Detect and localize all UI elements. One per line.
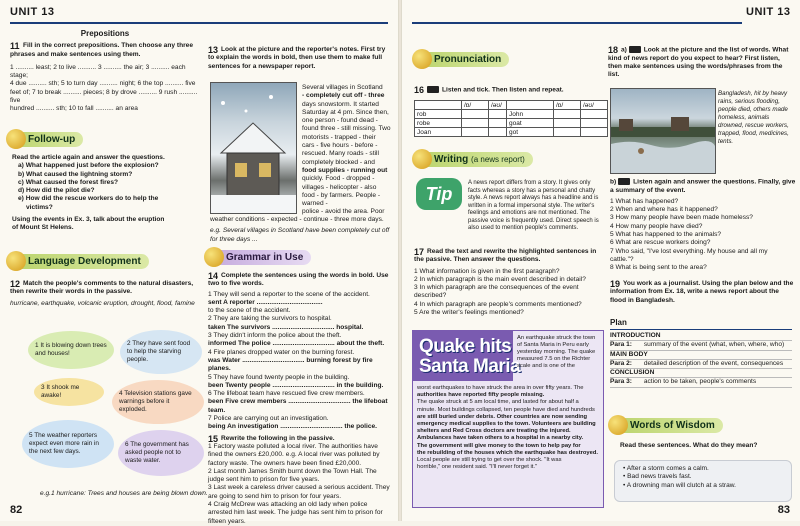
grammar-line: informed The police .................................. about the theft. xyxy=(208,340,385,348)
exercise-number: 19 xyxy=(610,279,621,289)
ex15-line: 4 Craig McDrew was attacking an old lady when police xyxy=(208,501,368,509)
question: c) What caused the forest fires? xyxy=(18,178,119,186)
pronunciation-instruction-row xyxy=(414,86,594,95)
pronunciation-title: Pronunciation xyxy=(434,54,502,65)
question: e) How did the rescue workers do to help the xyxy=(18,195,159,203)
page-number: 82 xyxy=(10,504,23,516)
note-line: days snowstorm. It started xyxy=(302,100,379,108)
article-body xyxy=(417,385,601,471)
grammar-line: being An investigation .................................. the police. xyxy=(208,423,378,431)
language-section xyxy=(10,280,200,308)
grammar-line: taken The survivors .................................. hospital. xyxy=(208,323,364,331)
grammar-line: been Twenty people .................................. in the building. xyxy=(208,381,384,389)
grammar-line: 5 They have found twenty people in the building. xyxy=(208,373,350,381)
note-line: completely blocked - and xyxy=(302,158,375,166)
writing-banner xyxy=(414,152,533,167)
plan-para-label: Para 1: xyxy=(610,341,632,349)
ex17-questions xyxy=(414,268,600,318)
followup-section xyxy=(12,154,202,233)
wisdom-box xyxy=(614,460,792,502)
speech-bubble: 3 It shook me awake! xyxy=(34,378,104,406)
question: a) What happened just before the explosion? xyxy=(18,162,159,170)
article-line: The government will give money to the town to help pay for xyxy=(417,442,581,449)
cassette-icon xyxy=(618,178,630,185)
wisdom-instruction: Read these sentences. What do they mean? xyxy=(620,442,758,449)
speech-bubble: 5 The weather reporters expect even more rain in the next few days. xyxy=(22,420,114,468)
ex13-example: e.g. Several villages in Scotland have been completely cut off for three days ... xyxy=(210,227,390,243)
tick-cell[interactable] xyxy=(462,128,489,137)
exercise-number: 15 xyxy=(208,433,219,444)
note-line: quickly. Food - dropped - xyxy=(302,175,375,183)
grammar-banner xyxy=(206,250,311,265)
ex18-instruction-b: Listen again and answer the questions. Finally, give a summary of the event. xyxy=(610,178,796,194)
ex15-line: fifteen years. xyxy=(208,517,246,525)
note-line: food - by farmers. People - warned - xyxy=(302,191,381,208)
plan-heading: CONCLUSION xyxy=(610,369,792,378)
reporter-notes xyxy=(302,84,394,217)
table-header: /ɒ/ xyxy=(462,101,489,110)
note-line: - completely cut off - three xyxy=(302,92,385,100)
grammar-items xyxy=(208,291,394,432)
wisdom-banner xyxy=(610,418,723,433)
note-line: rescued. Many roads - still xyxy=(302,150,379,158)
tick-cell[interactable] xyxy=(554,110,581,119)
note-line: Saturday at 4 pm. Since then, xyxy=(302,108,389,116)
note-line: police - avoid the area. Poor xyxy=(302,208,385,216)
note-line: cars - five hours - before - xyxy=(302,142,378,150)
table-word: goat xyxy=(507,119,554,128)
question: 4 How many people have died? xyxy=(610,222,703,230)
cassette-icon xyxy=(629,46,641,53)
ex15-instruction: Rewrite the following in the passive. xyxy=(221,434,335,442)
language-instruction: Match the people's comments to the natural disasters, then rewrite their words in the passive. xyxy=(10,280,194,296)
flood-photo xyxy=(610,88,716,174)
table-header: /ɒ/ xyxy=(554,101,581,110)
question: 7 Who said, "I've lost everything. My house and all my xyxy=(610,247,768,255)
exercise-number: 12 xyxy=(10,279,21,289)
prepositions-section xyxy=(10,30,200,114)
speech-bubble: 2 They have sent food to help the starving people. xyxy=(120,330,202,374)
pronunciation-instruction: Listen and tick. Then listen and repeat. xyxy=(442,86,564,94)
question: 3 How many people have been made homeless? xyxy=(610,214,753,222)
grammar-title: Grammar in Use xyxy=(226,252,304,263)
question: 3 In which paragraph are the consequences of the event xyxy=(414,284,579,292)
tick-cell[interactable] xyxy=(581,119,608,128)
note-line: weather conditions - expected - continue - three more days. xyxy=(210,216,384,223)
plan-rows xyxy=(610,332,792,388)
wisdom-item: • After a storm comes a calm. xyxy=(623,465,709,472)
grammar-line: 4 Fire planes dropped water on the burning forest. xyxy=(208,348,355,356)
ex17-instruction: Read the text and rewrite the highlighted sentences in the passive. Then answer the questions. xyxy=(414,248,597,264)
ex18-part-b-label: b) xyxy=(610,178,617,186)
exercise-number: 17 xyxy=(414,247,425,257)
unit-label: UNIT 13 xyxy=(746,6,791,18)
grammar-line: was Water .................................. burning forest by fire planes. xyxy=(208,356,373,373)
grammar-line: to the scene of the accident. xyxy=(208,307,291,315)
note-line: food supplies - running out xyxy=(302,166,388,174)
ex15-line: 2 Last month James Smith burnt down the Town Hall. The xyxy=(208,467,377,475)
speech-bubble: 6 The government has asked people not to waste water. xyxy=(118,430,204,476)
ex15-line: judge sent him to prison for five years. xyxy=(208,476,320,484)
table-word: rob xyxy=(415,110,462,119)
writing-subtitle: (a news report) xyxy=(471,155,525,164)
table-header xyxy=(415,101,462,110)
header-rule xyxy=(412,22,742,24)
table-header: /əʊ/ xyxy=(489,101,516,110)
ex13-section xyxy=(208,46,390,71)
ex19-instruction: You work as a journalist. Using the plan below and the information from Ex. 18, write a news report about the flood in Bangladesh. xyxy=(610,280,794,304)
followup-bullet: of Mount St Helens. xyxy=(12,224,74,232)
plan-heading: INTRODUCTION xyxy=(610,332,792,341)
question: victims? xyxy=(26,203,53,211)
question: b) What caused the lightning storm? xyxy=(18,170,133,178)
wisdom-item: • A drowning man will clutch at a straw. xyxy=(623,481,736,489)
language-title: Language Development xyxy=(28,256,141,267)
prepositions-line: feet of; 7 to break .......... pieces; 8 by drove .......... 9 rush .......... five xyxy=(10,88,198,105)
plan-para-text: summary of the event (what, when, where, who) xyxy=(643,341,785,349)
ex18-questions xyxy=(610,198,796,273)
ex19-section xyxy=(610,280,796,305)
wisdom-text: A drowning man will clutch at a straw. xyxy=(626,481,736,489)
article-line: authorities have reported fifty people missing. xyxy=(417,392,545,399)
prepositions-title: Prepositions xyxy=(80,29,130,38)
right-page xyxy=(402,0,800,521)
exercise-number: 16 xyxy=(414,85,425,95)
tick-cell[interactable] xyxy=(581,128,608,137)
article-line: are still buried under debris. Other countries are now sending xyxy=(417,413,588,420)
wisdom-title: Words of Wisdom xyxy=(630,420,715,431)
question: 1 What has happened? xyxy=(610,197,679,205)
table-header: /əʊ/ xyxy=(581,101,608,110)
ball-icon xyxy=(204,247,224,267)
grammar-line: been Five crew members .................................. the lifeboat team. xyxy=(208,398,388,414)
grammar-section xyxy=(208,272,394,526)
headline: Santa Maria xyxy=(419,356,521,377)
grammar-line: 1 They will send a reporter to the scene of the accident. xyxy=(208,290,370,298)
table-word: got xyxy=(507,128,554,137)
note-line: villages - helicopter - also xyxy=(302,183,377,191)
ex17-section xyxy=(414,248,600,317)
header-rule xyxy=(10,22,388,24)
plan-para-text: detailed description of the event, consequences xyxy=(643,359,784,367)
grammar-line: sent A reporter .................................... xyxy=(208,298,323,306)
followup-bullet: Read the article again and answer the questions. xyxy=(12,154,165,161)
plan-box xyxy=(610,318,792,402)
ex18-part-a: a) xyxy=(621,46,627,54)
article-line: horrible," one resident said. "I'll never forget it." xyxy=(417,464,538,471)
table-word: John xyxy=(507,110,554,119)
grammar-line: 2 They are taking the survivors to hospital. xyxy=(208,315,332,323)
headline: Quake hits xyxy=(419,336,512,357)
wisdom-list xyxy=(623,465,783,490)
article-line: the rebuilding of the houses which the earthquake has destroyed. xyxy=(417,449,599,456)
exercise-number: 14 xyxy=(208,271,219,281)
question: described? xyxy=(414,292,447,300)
question: 2 In which paragraph is the main event described in detail? xyxy=(414,275,586,283)
grammar-line: 6 The lifeboat team have rescued five crew members. xyxy=(208,390,365,398)
speech-bubble: 4 Television stations gave warnings before it exploded. xyxy=(112,380,204,424)
tick-cell[interactable] xyxy=(554,119,581,128)
page-number: 83 xyxy=(777,504,790,516)
tick-cell[interactable] xyxy=(554,128,581,137)
cassette-icon xyxy=(427,86,439,93)
prepositions-line: 1 .......... least; 2 to live .......... 3 .......... the air; 3 .......... each stage; xyxy=(10,63,186,80)
question: cattle."? xyxy=(610,255,634,263)
exercise-number: 11 xyxy=(10,41,20,52)
tick-cell[interactable] xyxy=(581,110,608,119)
pronunciation-table-1 xyxy=(414,100,516,137)
grammar-line: 7 Police are carrying out an investigation. xyxy=(208,415,329,423)
ball-icon xyxy=(608,415,628,435)
ex13-footer xyxy=(210,216,394,244)
article-lead: An earthquake struck the town of Santa Maria in Peru early yesterday morning. The quake measured 7.5 on the Richter scale and is one of the xyxy=(517,335,596,369)
ex13-instruction: Look at the picture and the reporter's notes. First try to explain the words in bold, then use them to make full sentences for a newspaper report. xyxy=(208,46,386,70)
grammar-line: 3 They didn't inform the police about the theft. xyxy=(208,332,342,340)
plan-heading: MAIN BODY xyxy=(610,351,792,360)
prepositions-line: 4 due .......... sth; 5 to turn day .......... night; 6 the top .......... five xyxy=(10,80,196,88)
snow-house-illustration xyxy=(211,83,296,213)
left-page xyxy=(0,0,398,525)
ball-icon xyxy=(412,149,432,169)
ex18-instruction: Look at the picture and the list of words. What kind of news report do you expect to hear? First listen, then make sentences using the words/phrases from the list. xyxy=(608,46,789,79)
language-example: e.g.1 hurricane: Trees and houses are being blown down. xyxy=(40,490,208,497)
note-line: one person - found dead - xyxy=(302,117,378,125)
news-article xyxy=(412,330,604,508)
ex15-items xyxy=(208,443,394,526)
plan-para-text: action to be taken, people's comments xyxy=(643,378,757,386)
pronunciation-banner xyxy=(414,52,509,67)
exercise-number: 18 xyxy=(608,45,619,55)
pronunciation-table-2 xyxy=(506,100,608,137)
article-line: emergency medical supplies to the town. Volunteers are building xyxy=(417,421,596,428)
wisdom-text: Bad news travels fast. xyxy=(627,473,692,481)
question: 5 Are the writer's feelings mentioned? xyxy=(414,309,524,317)
article-line: worst earthquakes to have struck the area in over fifty years. The xyxy=(417,385,584,391)
exercise-number: 13 xyxy=(208,45,219,55)
question: 5 What has happened to the animals? xyxy=(610,231,722,239)
note-line: Several villages in Scotland xyxy=(302,84,383,91)
article-line: Local people are still trying to get over the shock. "It was xyxy=(417,457,562,464)
question: 8 What is being sent to the area? xyxy=(610,264,707,272)
table-header xyxy=(507,101,554,110)
question: 6 What are rescue workers doing? xyxy=(610,239,711,247)
question: 4 In which paragraph are people's comments mentioned? xyxy=(414,300,582,308)
tip-text: A news report differs from a story. It gives only facts whereas a story has a personal and chatty style. A news report always has a headline and is written in a formal impersonal style. The writer's feelings and emotions are not mentioned. The passive voice is frequently used. Direct speech is also used to mention people's comments. xyxy=(468,180,599,231)
ball-icon xyxy=(412,49,432,69)
article-line: minute. Most buildings collapsed, ten people have died and hundreds xyxy=(417,406,595,413)
grammar-instruction: Complete the sentences using the words in bold. Use two to five words. xyxy=(208,272,389,288)
table-word: robe xyxy=(415,119,462,128)
plan-para-label: Para 3: xyxy=(610,378,632,386)
article-line: The quake struck at 5 am local time, and lasted for about half a xyxy=(417,399,579,406)
followup-title: Follow-up xyxy=(28,134,76,145)
tip-badge: Tip xyxy=(416,178,462,210)
ex15-line: are going to send him to prison for four years. xyxy=(208,492,342,500)
prepositions-line: hundred .......... sth; 10 to fall .......... an area xyxy=(10,105,138,113)
followup-banner xyxy=(8,132,83,147)
ex18-section xyxy=(608,46,794,79)
plan-para-label: Para 2: xyxy=(610,359,632,367)
language-banner xyxy=(8,254,149,269)
followup-bullet: Using the events in Ex. 3, talk about the eruption xyxy=(12,216,165,224)
ex15-line: 1 Factory waste polluted a local river. The authorities have xyxy=(208,442,378,450)
speech-bubble: 1 It is blowing down trees and houses! xyxy=(28,331,114,369)
question: 1 What information is given in the first paragraph? xyxy=(414,267,560,275)
unit-label: UNIT 13 xyxy=(10,6,55,18)
plan-title: Plan xyxy=(610,318,792,330)
article-line: shelters and Red Cross doctors are treating the injured. xyxy=(417,428,571,435)
flood-illustration xyxy=(611,89,715,173)
ex15-line: arrested him last week. The judge has sent him to prison for xyxy=(208,509,383,517)
ex15-line: 3 Last week a careless driver caused a serious accident. They xyxy=(208,484,390,492)
question: 2 When and where has it happened? xyxy=(610,206,718,214)
ball-icon xyxy=(6,129,26,149)
wisdom-text: After a storm comes a calm. xyxy=(626,465,709,472)
table-word: Joan xyxy=(415,128,462,137)
ball-icon xyxy=(6,251,26,271)
prepositions-instruction: Fill in the correct prepositions. Then choose any three phrases and make sentences using them. xyxy=(10,42,194,58)
disaster-list: hurricane, earthquake, volcanic eruption, drought, flood, famine xyxy=(10,299,195,307)
ex18-word-list: Bangladesh, hit by heavy rains, serious flooding, people died, others made homeless, animals drowned, rescue workers, trapped, flood, medicines, tents. xyxy=(718,90,789,145)
article-line: Ambulances have taken others to a hospital in a nearby city. xyxy=(417,435,584,442)
ex18-part-b xyxy=(610,178,796,273)
writing-title: Writing xyxy=(434,154,469,165)
note-line: found three - still missing. Two xyxy=(302,125,391,133)
question: d) How did the pilot die? xyxy=(18,187,95,195)
tick-cell[interactable] xyxy=(462,119,489,128)
wisdom-item: • Bad news travels fast. xyxy=(623,473,692,481)
snowstorm-photo xyxy=(210,82,297,214)
note-line: motorists - trapped - their xyxy=(302,133,376,141)
ex15-line: fined the owners £20,000. e.g. A local river was polluted by xyxy=(208,451,380,459)
tick-cell[interactable] xyxy=(462,110,489,119)
ex15-line: factory waste. The owners have been fined £20,000. xyxy=(208,459,362,467)
